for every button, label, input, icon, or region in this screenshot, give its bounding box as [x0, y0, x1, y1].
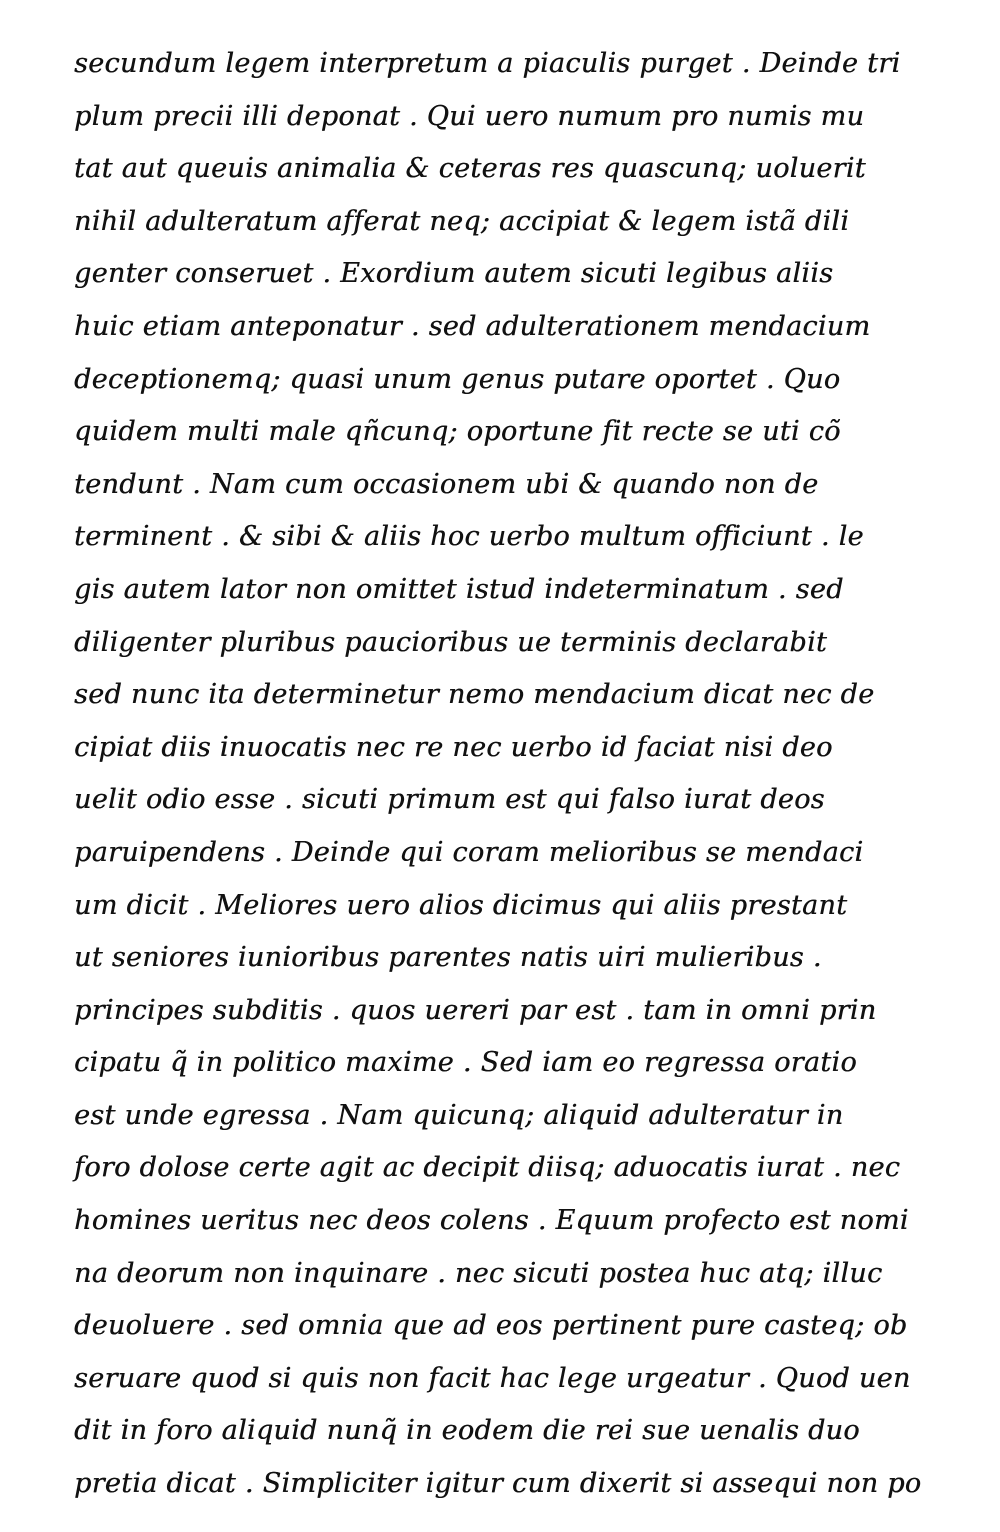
manuscript-line: est unde egressa . Nam quicunq; aliquid adulteratur in — [74, 1099, 844, 1131]
manuscript-line: plum precii illi deponat . Qui uero numum pro numis mu — [74, 100, 865, 132]
manuscript-line: principes subditis . quos uereri par est . tam in omni prin — [74, 994, 877, 1026]
manuscript-line: deceptionemq; quasi unum genus putare oportet . Quo — [74, 363, 841, 395]
manuscript-line: ut seniores iunioribus parentes natis uiri mulieribus . — [74, 942, 822, 974]
manuscript-line: tendunt . Nam cum occasionem ubi & quando non de — [74, 468, 819, 500]
manuscript-line: uelit odio esse . sicuti primum est qui falso iurat deos — [74, 784, 825, 816]
manuscript-line: huic etiam anteponatur . sed adulterationem mendacium — [74, 310, 871, 342]
manuscript-line: dit in foro aliquid nunq̃ in eodem die rei sue uenalis duo — [74, 1415, 860, 1447]
manuscript-line: um dicit . Meliores uero alios dicimus qui aliis prestant — [74, 889, 848, 921]
manuscript-line: homines ueritus nec deos colens . Equum profecto est nomi — [74, 1205, 909, 1237]
manuscript-line: tat aut queuis animalia & ceteras res quascunq; uoluerit — [74, 153, 866, 185]
manuscript-line: genter conseruet . Exordium autem sicuti legibus aliis — [74, 258, 834, 290]
manuscript-line: paruipendens . Deinde qui coram melioribus se mendaci — [74, 836, 864, 868]
manuscript-line: nihil adulteratum afferat neq; accipiat & legem istã dili — [74, 205, 850, 237]
manuscript-line: foro dolose certe agit ac decipit diisq; aduocatis iurat . nec — [74, 1152, 901, 1184]
manuscript-line: cipatu q̃ in politico maxime . Sed iam eo regressa oratio — [74, 1047, 857, 1079]
manuscript-line: pretia dicat . Simpliciter igitur cum dixerit si assequi non po — [74, 1468, 922, 1500]
manuscript-line: seruare quod si quis non facit hac lege urgeatur . Quod uen — [74, 1362, 911, 1394]
manuscript-line: terminent . & sibi & aliis hoc uerbo multum officiunt . le — [74, 521, 864, 553]
manuscript-line: na deorum non inquinare . nec sicuti postea huc atq; illuc — [74, 1257, 883, 1289]
manuscript-line: deuoluere . sed omnia que ad eos pertinent pure casteq; ob — [74, 1310, 908, 1342]
manuscript-line: quidem multi male qñcunq; oportune fit recte se uti cõ — [74, 416, 841, 448]
manuscript-line: gis autem lator non omittet istud indeterminatum . sed — [74, 573, 844, 605]
manuscript-line: sed nunc ita determinetur nemo mendacium dicat nec de — [74, 679, 875, 711]
manuscript-text-block — [74, 38, 954, 1511]
manuscript-line: diligenter pluribus paucioribus ue terminis declarabit — [74, 626, 828, 658]
manuscript-line: secundum legem interpretum a piaculis purget . Deinde tri — [74, 48, 901, 79]
manuscript-line: cipiat diis inuocatis nec re nec uerbo id faciat nisi deo — [74, 731, 833, 763]
